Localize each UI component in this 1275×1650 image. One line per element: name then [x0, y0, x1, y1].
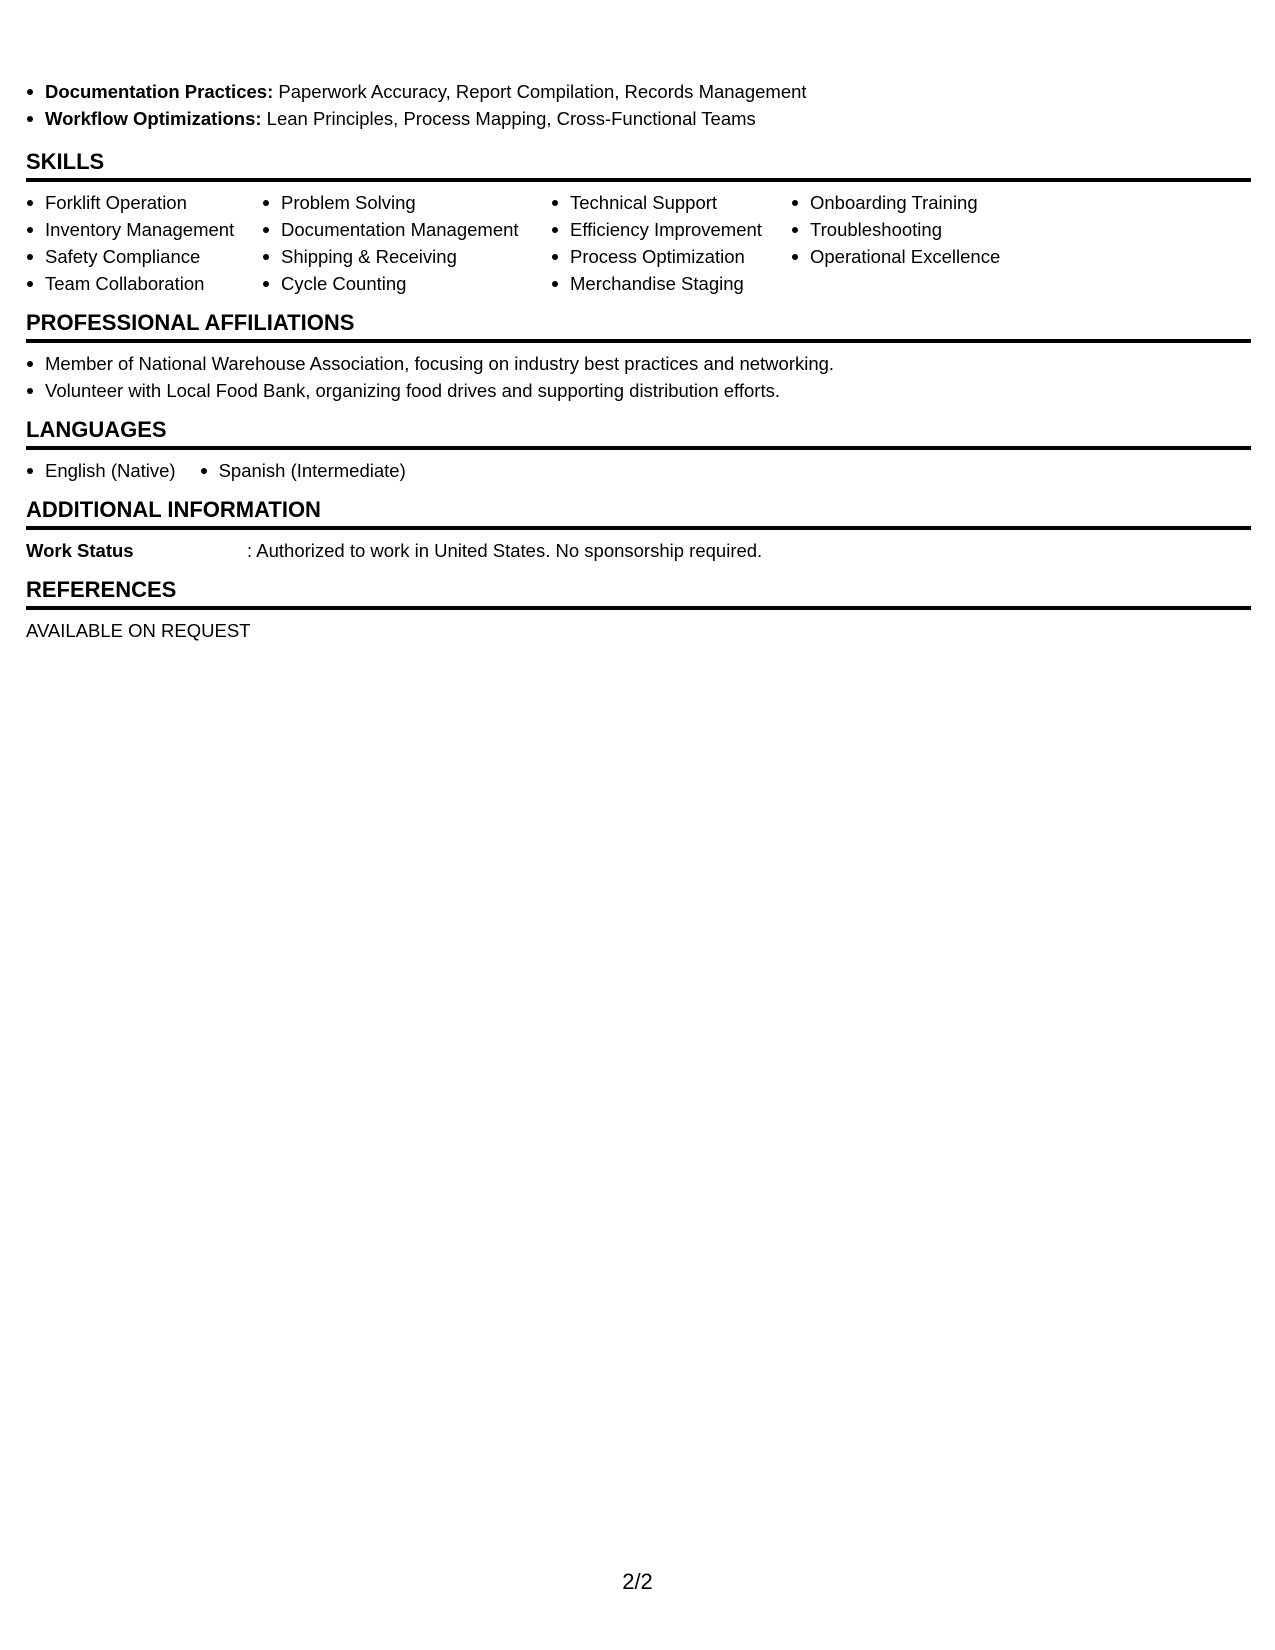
references-text: AVAILABLE ON REQUEST	[26, 620, 251, 641]
list-item: Troubleshooting	[791, 216, 1051, 243]
list-item: Process Optimization	[551, 243, 791, 270]
list-item: Inventory Management	[26, 216, 262, 243]
section-heading: LANGUAGES	[26, 417, 1251, 450]
item-label: Documentation Practices:	[45, 81, 274, 102]
list-item: Operational Excellence	[791, 243, 1051, 270]
list-item: Shipping & Receiving	[262, 243, 551, 270]
list-item: Team Collaboration	[26, 270, 262, 297]
list-item: Forklift Operation	[26, 189, 262, 216]
skills-column	[262, 189, 551, 297]
list-item: English (Native)	[26, 457, 176, 484]
references-section	[26, 577, 1251, 644]
affiliations-list	[26, 343, 1251, 404]
affiliations-section	[26, 310, 1251, 404]
list-item	[26, 78, 1251, 105]
list-item: Onboarding Training	[791, 189, 1051, 216]
list-item: Spanish (Intermediate)	[200, 457, 406, 484]
list-item: Problem Solving	[262, 189, 551, 216]
list-item: Merchandise Staging	[551, 270, 791, 297]
list-item	[26, 105, 1251, 132]
list-item: Documentation Management	[262, 216, 551, 243]
skills-column	[26, 189, 262, 297]
work-status-value: : Authorized to work in United States. No sponsorship required.	[247, 540, 763, 561]
skills-column	[551, 189, 791, 297]
work-status-row	[26, 530, 1251, 564]
section-heading: REFERENCES	[26, 577, 1251, 610]
item-text: Paperwork Accuracy, Report Compilation, Records Management	[273, 81, 807, 102]
section-heading: ADDITIONAL INFORMATION	[26, 497, 1251, 530]
section-heading: SKILLS	[26, 149, 1251, 182]
additional-info-section	[26, 497, 1251, 564]
skills-column	[791, 189, 1051, 297]
list-item: Safety Compliance	[26, 243, 262, 270]
skills-summary-list	[26, 78, 1251, 132]
skills-section	[26, 149, 1251, 297]
languages-section	[26, 417, 1251, 484]
item-text: Lean Principles, Process Mapping, Cross-Functional Teams	[261, 108, 756, 129]
resume-page	[26, 78, 1251, 657]
languages-list	[26, 450, 1251, 484]
list-item: Volunteer with Local Food Bank, organizing food drives and supporting distribution efforts.	[26, 377, 1251, 404]
list-item: Member of National Warehouse Association, focusing on industry best practices and networking.	[26, 350, 1251, 377]
skills-grid	[26, 182, 1251, 297]
list-item: Cycle Counting	[262, 270, 551, 297]
section-heading: PROFESSIONAL AFFILIATIONS	[26, 310, 1251, 343]
page-number: 2/2	[622, 1569, 653, 1594]
list-item: Technical Support	[551, 189, 791, 216]
list-item: Efficiency Improvement	[551, 216, 791, 243]
item-label: Workflow Optimizations:	[45, 108, 262, 129]
work-status-label: Work Status	[26, 540, 134, 561]
